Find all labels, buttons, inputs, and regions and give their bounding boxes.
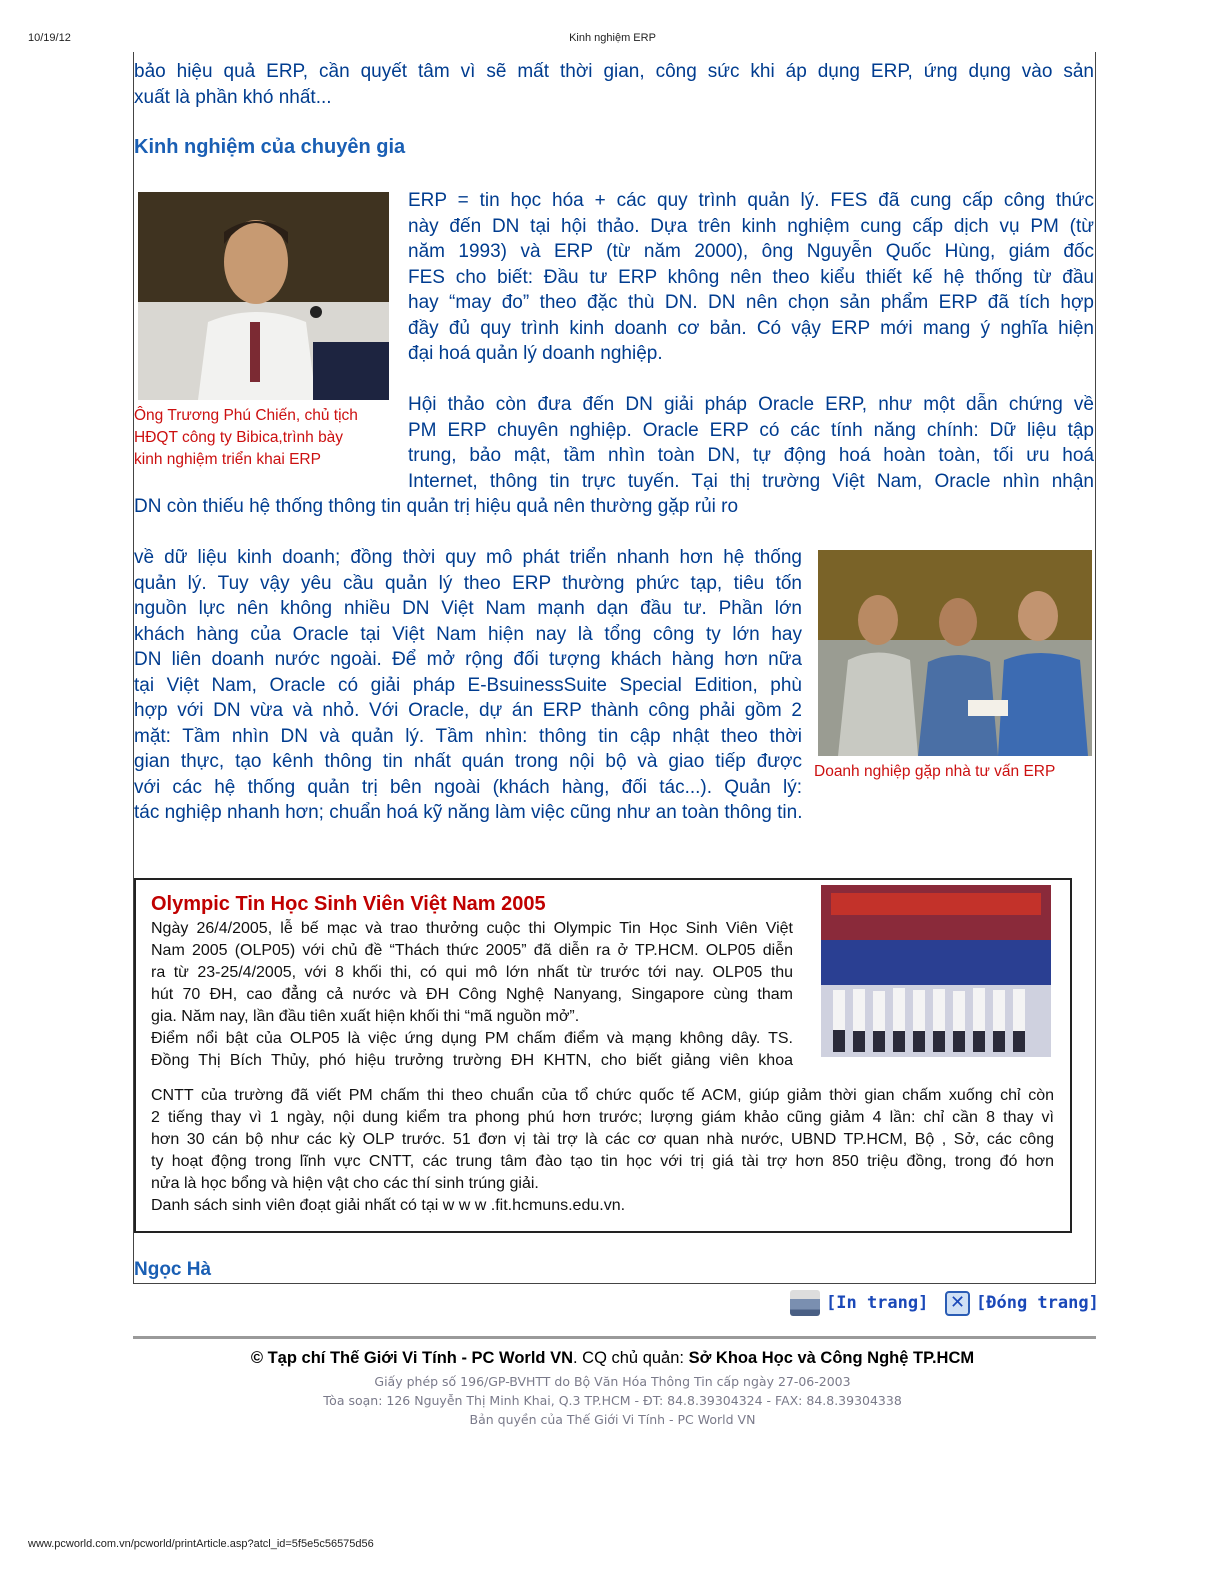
text-line: năm 1993) và ERP (từ năm 2000), ông Nguyễn Quốc Hùng, giám đốc xyxy=(408,241,1094,262)
print-page-label[interactable]: [In trang] xyxy=(826,1293,929,1313)
text-line: hay “may đo” theo đặc thù DN. DN nên chọn sản phẩm ERP đã tích hợp xyxy=(408,292,1094,313)
footer-brand: © Tạp chí Thế Giới Vi Tính - PC World VN xyxy=(250,1349,573,1367)
printer-icon xyxy=(790,1290,820,1316)
footer-owner: Sở Khoa Học và Công Nghệ TP.HCM xyxy=(688,1349,975,1367)
text-line: PM ERP chuyên nghiệp. Oracle ERP có các tính năng chính: Dữ liệu tập xyxy=(408,419,1094,441)
text-line: 2 tiếng thay vì 1 ngày, nội dung kiểm tra phong phú hơn trước; lượng giám khảo cũng giảm 4 lần: chỉ cần 8 thay vì xyxy=(151,1109,1054,1126)
text-line: ty hoạt động trong lĩnh vực CNTT, các trung tâm đào tạo tin học với trị giá tài trợ hơn 850 triệu đồng, trong đó hơn xyxy=(151,1153,1054,1170)
text-line: DN còn thiếu hệ thống thông tin quản trị hiệu quả nên thường gặp rủi ro xyxy=(134,496,739,517)
text-line: nguồn lực nên không nhiều DN Việt Nam mạnh dạn đầu tư. Phần lớn xyxy=(134,598,802,619)
text-line: Nam 2005 (OLP05) với chủ đề “Thách thức 2005” đã diễn ra ở TP.HCM. OLP05 diễn xyxy=(151,942,793,959)
text-line: về dữ liệu kinh doanh; đồng thời quy mô phát triển nhanh hơn hệ thống xyxy=(134,547,802,568)
close-page-link[interactable] xyxy=(945,1289,1099,1317)
text-line: này đến DN tại hội thảo. Dựa trên kinh nghiệm cung cấp dịch vụ PM (từ xyxy=(408,215,1094,237)
text-line: đầy đủ quy trình kinh doanh cơ bản. Có vậy ERP mới mang ý nghĩa hiện xyxy=(408,317,1094,339)
text-line: mặt: Tầm nhìn DN và quản lý. Tầm nhìn: thông tin cập nhật theo thời xyxy=(134,725,802,747)
print-url: www.pcworld.com.vn/pcworld/printArticle.asp?atcl_id=5f5e5c56575d56 xyxy=(28,1538,374,1550)
article-author: Ngọc Hà xyxy=(134,1259,212,1280)
text-line: Ngày 26/4/2005, lễ bế mạc và trao thưởng cuộc thi Olympic Tin Học Sinh Viên Việt xyxy=(151,920,793,937)
footer-copyright xyxy=(0,1349,1225,1368)
text-line: FES cho biết: Đầu tư ERP không nên theo kiểu thiết kế hệ thống từ đầu xyxy=(408,266,1094,288)
olympic-text-top xyxy=(151,918,793,1072)
close-x-icon: ✕ xyxy=(945,1291,970,1316)
close-page-label[interactable]: [Đóng trang] xyxy=(976,1293,1099,1313)
print-page-title: Kinh nghiệm ERP xyxy=(569,32,656,44)
erp-formula-paragraph xyxy=(408,188,1094,367)
text-line: hút 70 ĐH, cao đẳng cả nước và ĐH Công Nghệ Nanyang, Singapore cùng tham xyxy=(151,986,793,1003)
caption-line: kinh nghiệm triển khai ERP xyxy=(134,451,321,468)
consulting-photo xyxy=(818,550,1092,756)
text-line: gian thực, tạo kênh thông tin nhất quán trong nội bộ và giao tiếp được xyxy=(134,751,802,772)
consulting-photo-caption: Doanh nghiệp gặp nhà tư vấn ERP xyxy=(814,763,1056,780)
speaker-photo xyxy=(138,192,389,400)
text-line: gia. Năm nay, lần đầu tiên xuất hiện khối thi “mã nguồn mở”. xyxy=(151,1008,580,1025)
text-line: tại Việt Nam, Oracle có giải pháp E-BsuinessSuite Special Edition, phù xyxy=(134,674,802,696)
section-heading: Kinh nghiệm của chuyên gia xyxy=(134,136,406,158)
print-page-link[interactable] xyxy=(790,1289,928,1317)
footer-owner-label: . CQ chủ quản: xyxy=(573,1349,689,1367)
oracle-market-paragraph xyxy=(134,545,802,800)
caption-line: Ông Trương Phú Chiến, chủ tịch xyxy=(134,407,358,424)
olympic-text-bottom xyxy=(151,1085,1054,1217)
text-line: với các hệ thống quản trị bên ngoài (khách hàng, đối tác...). Quản lý: xyxy=(134,776,802,798)
oracle-paragraph-end xyxy=(134,494,738,520)
text-line: bảo hiệu quả ERP, cần quyết tâm vì sẽ mất thời gian, công sức khi áp dụng ERP, ứng dụng vào sản xyxy=(134,61,1094,82)
text-line: xuất là phần khó nhất... xyxy=(134,86,332,108)
text-line: quản lý. Tuy vậy yêu cầu quản lý theo ERP thường phức tạp, tiêu tốn xyxy=(134,572,802,594)
text-line: CNTT của trường đã viết PM chấm thi theo chuẩn của tổ chức quốc tế ACM, giúp giảm thời gian chấm xuống chỉ còn xyxy=(151,1087,1054,1104)
footer-divider xyxy=(133,1336,1096,1339)
footer-address: Tòa soạn: 126 Nguyễn Thị Minh Khai, Q.3 TP.HCM - ĐT: 84.8.39304324 - FAX: 84.8.39304338 xyxy=(323,1393,902,1408)
speaker-photo-caption xyxy=(134,405,358,471)
article-frame-bottom xyxy=(133,1283,1096,1284)
print-date: 10/19/12 xyxy=(28,32,71,44)
footer-license: Giấy phép số 196/GP-BVHTT do Bộ Văn Hóa Thông Tin cấp ngày 27-06-2003 xyxy=(374,1374,851,1389)
text-line: khách hàng của Oracle tại Việt Nam hiện nay là tổng công ty lớn hay xyxy=(134,623,802,645)
text-line: ra từ 23-25/4/2005, với 8 khối thi, có qui mô lớn nhất từ trước tới nay. OLP05 thu xyxy=(151,964,793,981)
text-line: Internet, thông tin trực tuyến. Tại thị trường Việt Nam, Oracle nhìn nhận xyxy=(408,470,1094,492)
olympic-sidebar-title: Olympic Tin Học Sinh Viên Việt Nam 2005 xyxy=(151,893,546,915)
text-line: Hội thảo còn đưa đến DN giải pháp Oracle ERP, như một dẫn chứng về xyxy=(408,394,1094,415)
text-line: Điểm nổi bật của OLP05 là việc ứng dụng PM chấm điểm và mạng không dây. TS. xyxy=(151,1030,793,1047)
olympic-photo xyxy=(821,885,1051,1057)
intro-paragraph xyxy=(134,59,1094,110)
footer-rights: Bản quyền của Thế Giới Vi Tính - PC World VN xyxy=(469,1412,756,1427)
text-line: ERP = tin học hóa + các quy trình quản lý. FES đã cung cấp công thức xyxy=(408,190,1094,211)
oracle-market-paragraph-end xyxy=(134,800,803,826)
text-line: hơn 30 cán bộ như các kỳ OLP trước. 51 đơn vị tài trợ là các cơ quan nhà nước, UBND TP.HCM, Bộ , Sở, các công xyxy=(151,1131,1054,1148)
text-line: Đồng Thị Bích Thủy, phó hiệu trưởng trường ĐH KHTN, cho biết giảng viên khoa xyxy=(151,1052,793,1069)
text-line: trung, bảo mật, tầm nhìn toàn DN, tự động hoá hoàn toàn, tối ưu hoá xyxy=(408,445,1094,466)
text-line: DN liên doanh nước ngoài. Để mở rộng đối tượng khách hàng hơn nữa xyxy=(134,649,802,670)
text-line: tác nghiệp nhanh hơn; chuẩn hoá kỹ năng làm việc cũng như an toàn thông tin. xyxy=(134,802,803,823)
text-line: hợp với DN vừa và nhỏ. Với Oracle, dự án ERP thành công phải gồm 2 xyxy=(134,700,802,721)
text-line: Danh sách sinh viên đoạt giải nhất có tại w w w .fit.hcmuns.edu.vn. xyxy=(151,1197,626,1214)
oracle-paragraph xyxy=(408,392,1094,494)
caption-line: HĐQT công ty Bibica,trình bày xyxy=(134,429,344,446)
text-line: đại hoá quản lý doanh nghiệp. xyxy=(408,343,663,364)
text-line: nửa là học bổng và hiện vật cho các thí sinh trúng giải. xyxy=(151,1175,539,1192)
